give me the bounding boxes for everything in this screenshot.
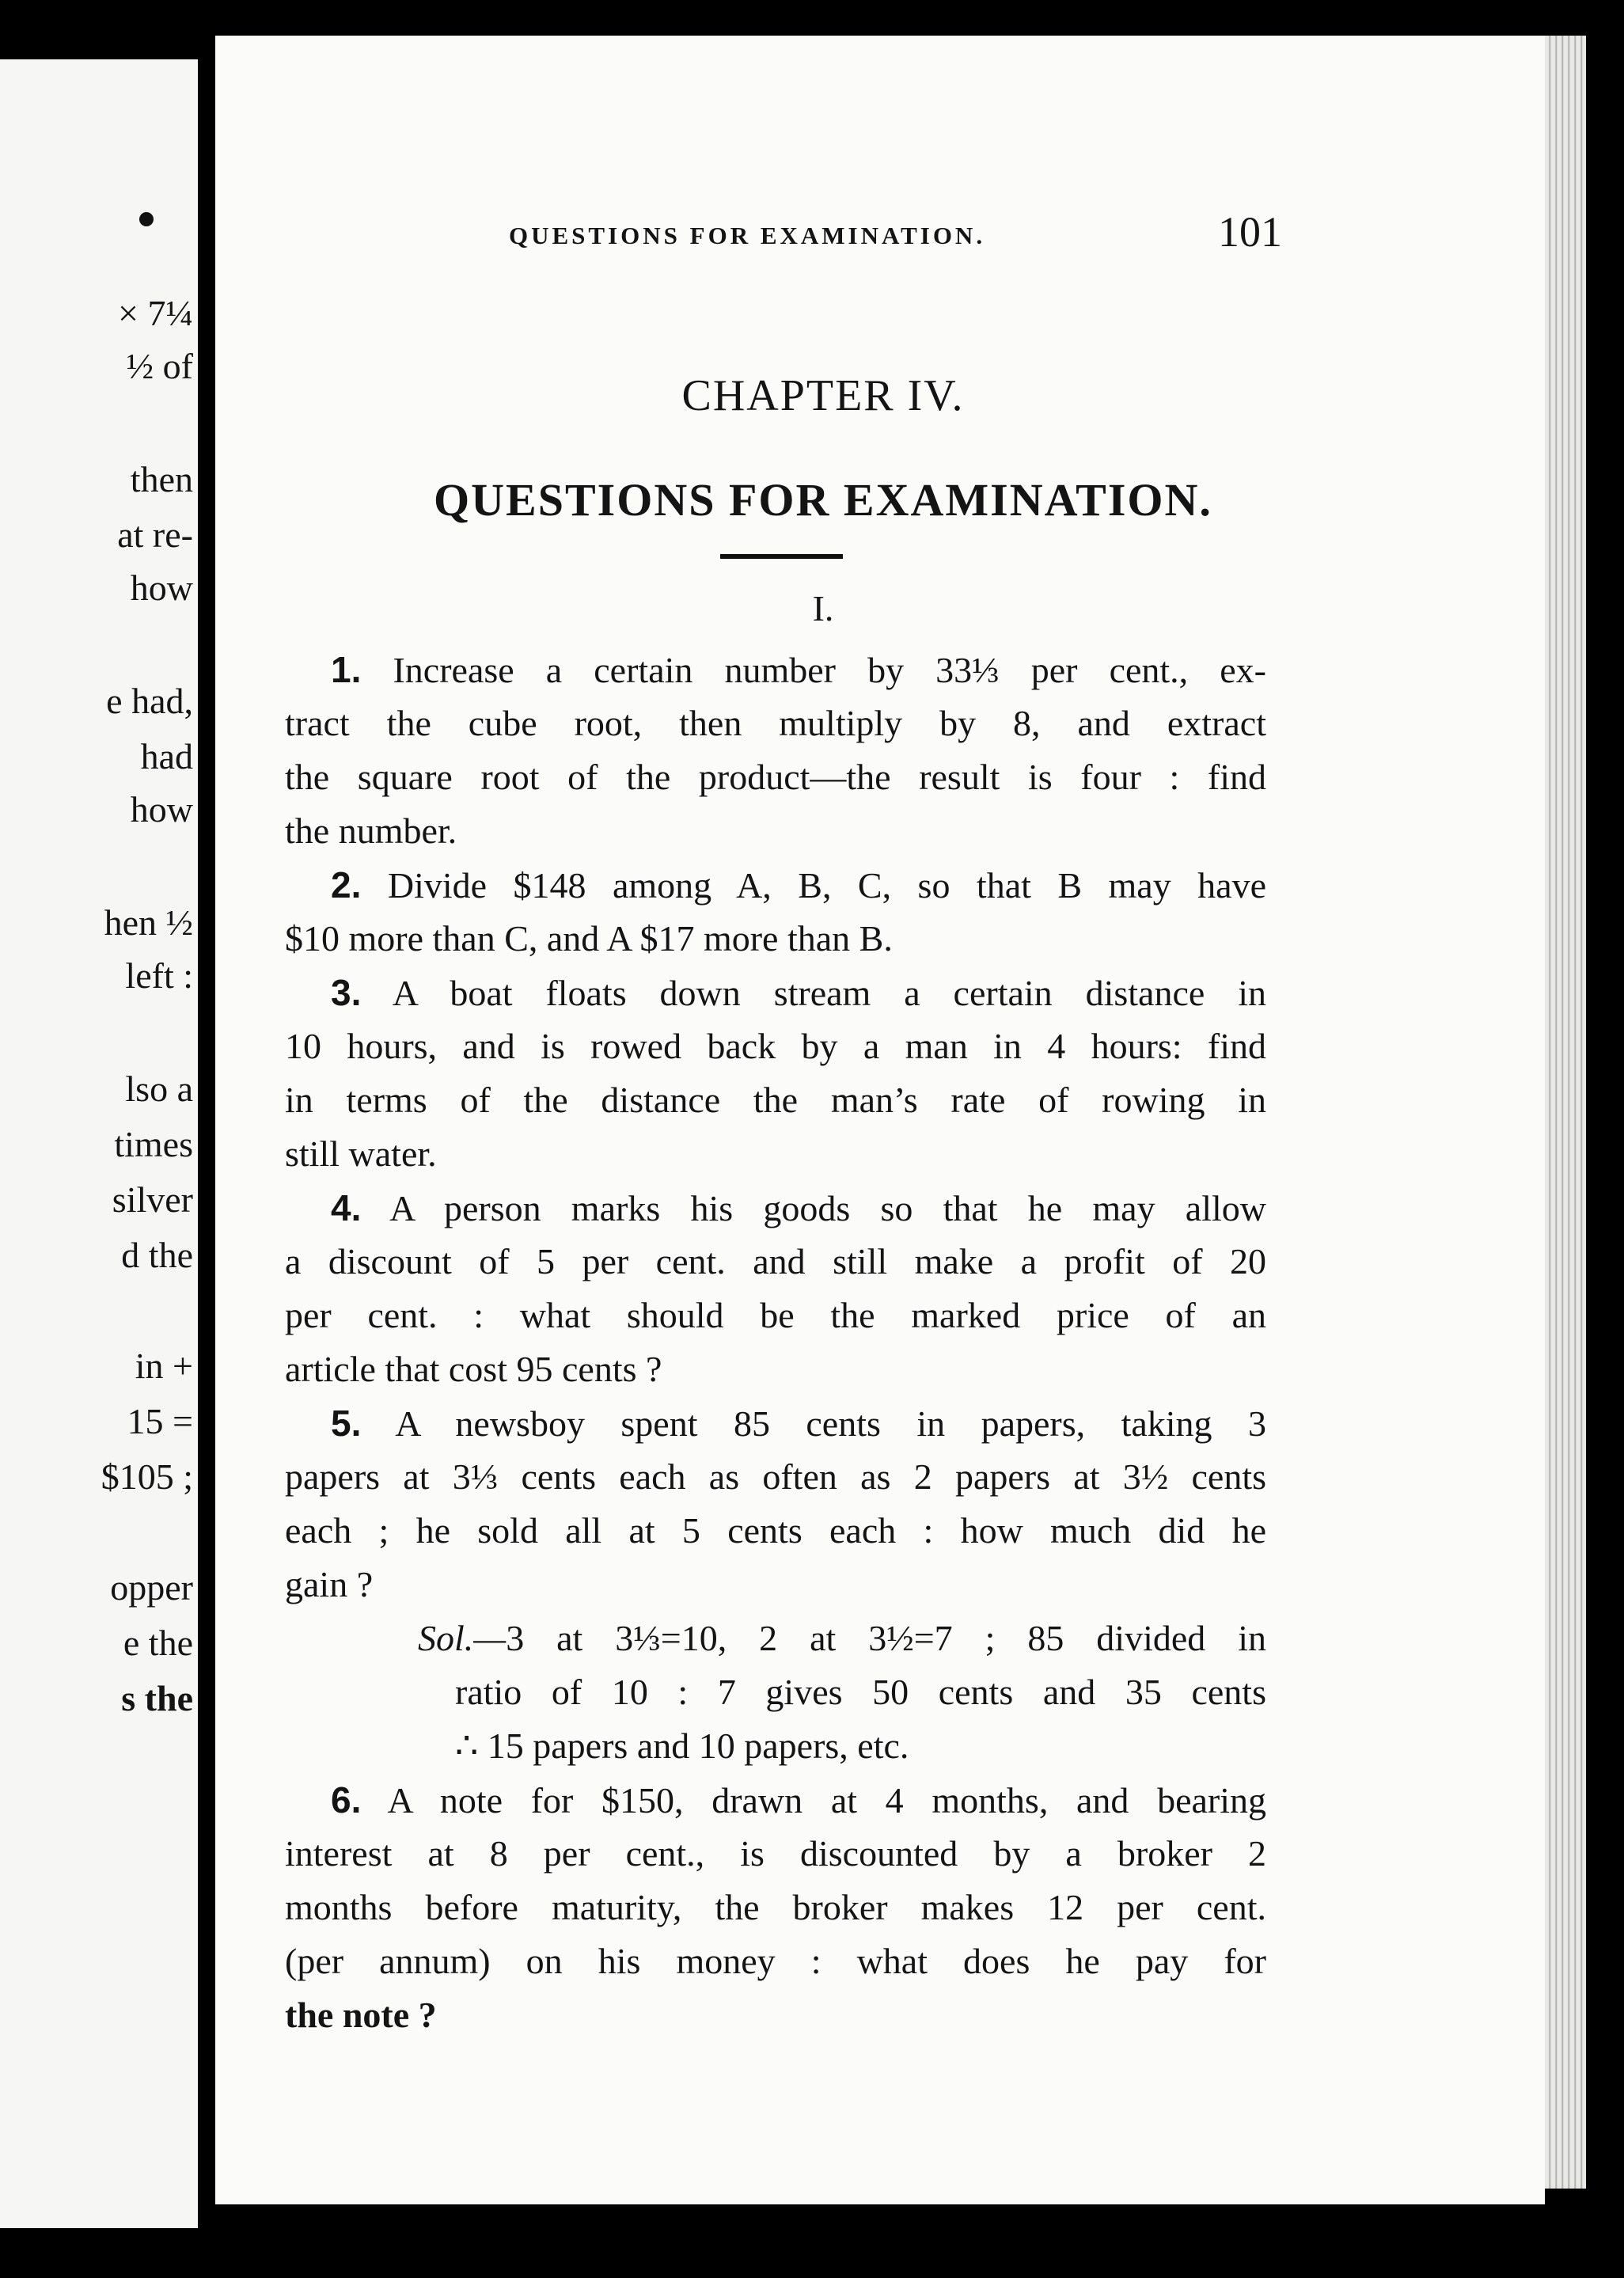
- question-line: (per annum) on his money : what does he pay for: [285, 1941, 1266, 1981]
- question-text: A person marks his goods so that he may allow: [389, 1188, 1266, 1228]
- question-line: [285, 1181, 1266, 1235]
- ink-dot-mark: [139, 212, 154, 226]
- question-line: months before maturity, the broker makes 12 per cent.: [285, 1887, 1266, 1927]
- left-fragment: × 7¼: [118, 293, 193, 333]
- left-fragment: e had,: [106, 681, 193, 721]
- left-fragment: had: [140, 736, 193, 776]
- question-line: [285, 966, 1266, 1019]
- question-4: [285, 1181, 1266, 1396]
- question-line: papers at 3⅓ cents each as often as 2 papers at 3½ cents: [285, 1456, 1266, 1497]
- left-fragment: silver: [112, 1179, 193, 1220]
- page-number: 101: [1218, 208, 1282, 256]
- question-line: tract the cube root, then multiply by 8, and extract: [285, 703, 1266, 743]
- question-number: 4.: [331, 1187, 362, 1228]
- question-number: 5.: [331, 1403, 362, 1444]
- question-line: gain ?: [285, 1564, 374, 1604]
- left-fragment: left :: [125, 955, 193, 996]
- question-5: [285, 1396, 1266, 1773]
- left-fragment: ½ of: [126, 346, 193, 386]
- question-6: [285, 1773, 1266, 2042]
- left-fragment: d the: [121, 1235, 193, 1275]
- left-fragment: times: [114, 1124, 193, 1164]
- question-line: $10 more than C, and A $17 more than B.: [285, 918, 893, 959]
- questions-list: [285, 643, 1266, 2042]
- question-text: Divide $148 among A, B, C, so that B may have: [387, 865, 1267, 906]
- section-number: I.: [812, 588, 834, 628]
- question-line: article that cost 95 cents ?: [285, 1349, 662, 1389]
- question-line: in terms of the distance the man’s rate of rowing in: [285, 1080, 1266, 1120]
- question-line: [285, 643, 1266, 697]
- question-line: interest at 8 per cent., is discounted by a broker 2: [285, 1833, 1266, 1874]
- question-line: each ; he sold all at 5 cents each : how much did he: [285, 1510, 1266, 1551]
- left-facing-page: [0, 59, 198, 2228]
- question-text: A boat floats down stream a certain distance in: [392, 973, 1266, 1013]
- question-text: A newsboy spent 85 cents in papers, taking 3: [395, 1403, 1266, 1444]
- left-fragment: hen ½: [104, 902, 193, 943]
- question-number: 6.: [331, 1779, 362, 1821]
- solution-text: 3 at 3⅓=10, 2 at 3½=7 ; 85 divided in: [506, 1618, 1266, 1658]
- section-title: QUESTIONS FOR EXAMINATION.: [434, 474, 1212, 526]
- question-number: 1.: [331, 649, 362, 690]
- question-line: [285, 1396, 1266, 1450]
- left-fragment: 15 =: [127, 1401, 193, 1441]
- question-line: the number.: [285, 811, 457, 851]
- solution-line: ∴ 15 papers and 10 papers, etc.: [455, 1726, 909, 1766]
- left-fragment: at re-: [117, 514, 193, 555]
- left-fragment: then: [130, 459, 193, 499]
- question-line: still water.: [285, 1133, 437, 1174]
- question-text: A note for $150, drawn at 4 months, and bearing: [387, 1780, 1266, 1821]
- left-fragment: how: [130, 789, 193, 830]
- question-2: [285, 858, 1266, 966]
- question-number: 2.: [331, 864, 362, 906]
- question-line: [285, 1773, 1266, 1827]
- solution-line: [285, 1612, 1266, 1665]
- left-fragment: $105 ;: [101, 1456, 193, 1497]
- running-title: QUESTIONS FOR EXAMINATION.: [509, 222, 986, 249]
- left-fragment: how: [130, 568, 193, 608]
- running-head: [285, 207, 1282, 263]
- question-3: [285, 966, 1266, 1181]
- question-number: 3.: [331, 972, 362, 1013]
- question-line: [285, 858, 1266, 912]
- left-fragment: opper: [110, 1567, 193, 1608]
- left-fragment: in +: [135, 1346, 193, 1386]
- question-line: a discount of 5 per cent. and still make a profit of 20: [285, 1241, 1266, 1281]
- question-1: [285, 643, 1266, 858]
- left-fragment: lso a: [125, 1069, 193, 1109]
- question-line: 10 hours, and is rowed back by a man in 4 hours: find: [285, 1026, 1266, 1066]
- question-line: the note ?: [285, 1995, 437, 2035]
- title-rule: [720, 554, 843, 559]
- left-fragment: e the: [123, 1623, 193, 1663]
- question-text: Increase a certain number by 33⅓ per cent., ex-: [393, 650, 1267, 690]
- solution-label: Sol.—: [418, 1618, 507, 1658]
- left-fragment: s the: [121, 1678, 193, 1718]
- question-line: per cent. : what should be the marked price of an: [285, 1295, 1266, 1335]
- page-edges: [1545, 36, 1586, 2189]
- chapter-heading: CHAPTER IV.: [681, 371, 965, 420]
- question-line: the square root of the product—the result is four : find: [285, 757, 1266, 797]
- solution-line: ratio of 10 : 7 gives 50 cents and 35 cents: [455, 1672, 1266, 1712]
